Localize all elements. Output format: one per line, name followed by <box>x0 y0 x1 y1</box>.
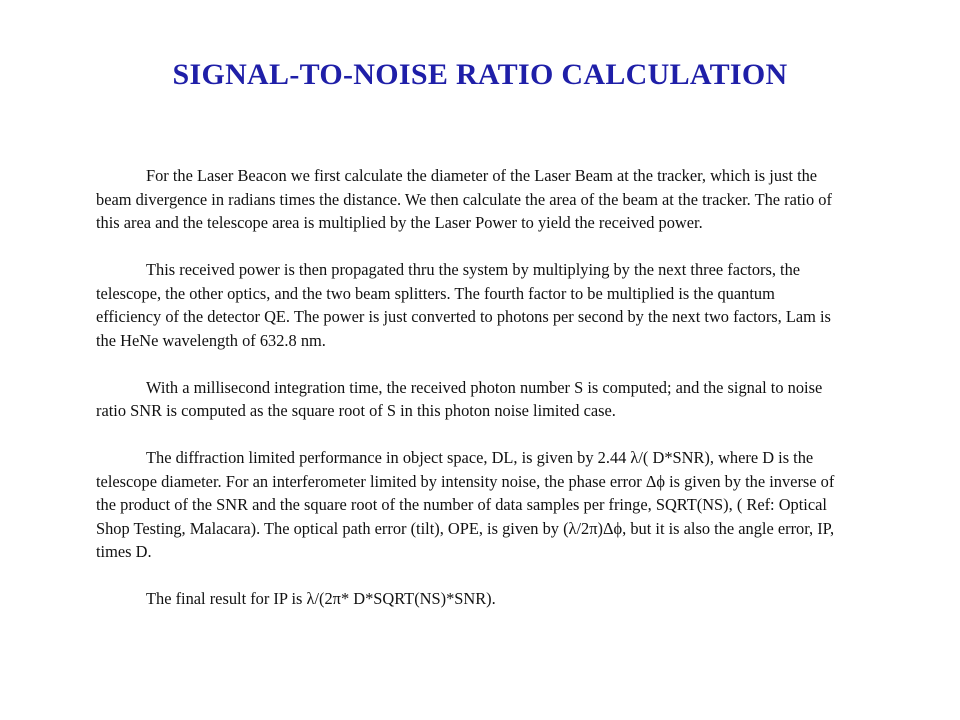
body-text <box>96 164 836 634</box>
paragraph-received-power: This received power is then propagated thru the system by multiplying by the next three factors, the telescope, the other optics, and the two beam splitters. The fourth factor to be multiplied is the quantum efficiency of the detector QE. The power is just converted to photons per second by the next two factors, Lam is the HeNe wavelength of 632.8 nm. <box>96 260 831 350</box>
page-title: SIGNAL-TO-NOISE RATIO CALCULATION <box>172 58 788 91</box>
paragraph-final-result: The final result for IP is λ/(2π* D*SQRT(NS)*SNR). <box>146 589 496 608</box>
paragraph-diffraction-limit: The diffraction limited performance in object space, DL, is given by 2.44 λ/( D*SNR), where D is the telescope diameter. For an interferometer limited by intensity noise, the phase error Δϕ is given by the inverse of the product of the SNR and the square root of the number of data samples per fringe, SQRT(NS), ( Ref: Optical Shop Testing, Malacara). The optical path error (tilt), OPE, is given by (λ/2π)Δϕ, but it is also the angle error, IP, times D. <box>96 448 835 561</box>
paragraph-laser-beacon: For the Laser Beacon we first calculate the diameter of the Laser Beam at the tracker, which is just the beam divergence in radians times the distance. We then calculate the area of the beam at the tracker. The ratio of this area and the telescope area is multiplied by the Laser Power to yield the received power. <box>96 166 832 232</box>
paragraph-photon-number: With a millisecond integration time, the received photon number S is computed; and the signal to noise ratio SNR is computed as the square root of S in this photon noise limited case. <box>96 377 823 420</box>
